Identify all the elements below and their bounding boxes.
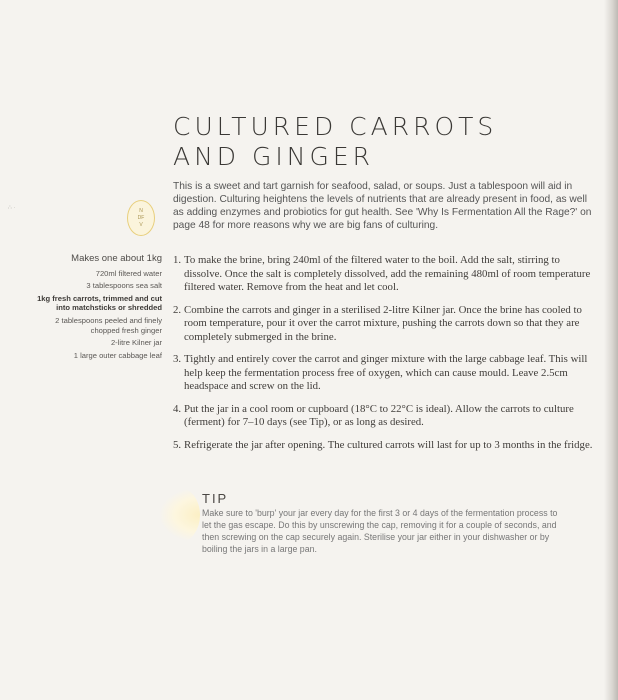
step-number: 3. <box>173 353 182 365</box>
step-text: Put the jar in a cool room or cupboard (18°C to 22°C is ideal). Allow the carrots to culture (ferment) for 7–10 days (see Tip), or as long as desired. <box>184 402 574 428</box>
tip-title: TIP <box>202 491 229 506</box>
ingredients-list <box>24 254 162 363</box>
ingredient-item: 720ml filtered water <box>95 268 162 278</box>
ingredient-item: 3 tablespoons sea salt <box>86 281 162 291</box>
step-text: Tightly and entirely cover the carrot and ginger mixture with the large cabbage leaf. This will help keep the fermentation process free of oxygen, which can cause mould. Leave 2.5cm headspace and screw on the lid. <box>184 353 588 392</box>
badge-label: V <box>139 221 143 228</box>
step-text: To make the brine, bring 240ml of the filtered water to the boil. Add the salt, stirring to dissolve. Once the salt is completely dissolved, add the remaining 480ml of room temperature filtered water. Remove from the heat and let cool. <box>184 254 591 293</box>
tip-sun-icon <box>160 488 200 542</box>
step-number: 2. <box>173 303 182 316</box>
step-number: 4. <box>173 402 182 415</box>
method-step <box>173 403 593 430</box>
ingredient-item: 2 tablespoons peeled and finely chopped fresh ginger <box>55 315 162 335</box>
ingredient-item: 1 large outer cabbage leaf <box>73 350 162 360</box>
diet-badge-icon <box>127 200 155 236</box>
method-steps <box>173 254 593 461</box>
page-title <box>173 112 497 172</box>
margin-mark: ∴ · <box>8 205 16 211</box>
method-step <box>173 353 593 394</box>
method-step <box>173 304 593 345</box>
ingredient-item: 2-litre Kilner jar <box>110 338 162 348</box>
method-step <box>173 439 593 453</box>
badge-label: DF <box>137 214 145 221</box>
yield-label: Makes one about 1kg <box>71 253 162 264</box>
method-step <box>173 254 593 295</box>
intro-paragraph: This is a sweet and tart garnish for seafood, salad, or soups. Just a tablespoon will aid in digestion. Culturing heightens the levels of nutrients that are already present in food, as well as adding enzymes and probiotics for gut health. See 'Why Is Fermentation All the Rage?' on page 48 for more reasons why we are big fans of culturing. <box>173 181 592 231</box>
step-number: 1. <box>173 254 182 266</box>
tip-text: Make sure to 'burp' your jar every day for the first 3 or 4 days of the fermentation process to let the gas escape. Do this by unscrewing the cap, removing it for a couple of seconds, and then screwing on the cap securely again. Sterilise your jar either in your dishwasher or by boiling the jars in a large pan. <box>202 508 558 554</box>
badge-label: N <box>139 207 143 214</box>
step-number: 5. <box>173 438 182 451</box>
ingredient-item: 1kg fresh carrots, trimmed and cut into matchsticks or shredded <box>37 293 162 313</box>
step-text: Refrigerate the jar after opening. The cultured carrots will last for up to 3 months in the fridge. <box>184 438 593 451</box>
page-edge <box>604 0 618 700</box>
step-text: Combine the carrots and ginger in a sterilised 2-litre Kilner jar. Once the brine has cooled to room temperature, pour it over the carrot mixture, pushing the carrots down so that they are completely submerged in the brine. <box>184 303 582 343</box>
title-line-2: AND GINGER <box>173 142 374 171</box>
title-line-1: CULTURED CARROTS <box>173 112 498 141</box>
